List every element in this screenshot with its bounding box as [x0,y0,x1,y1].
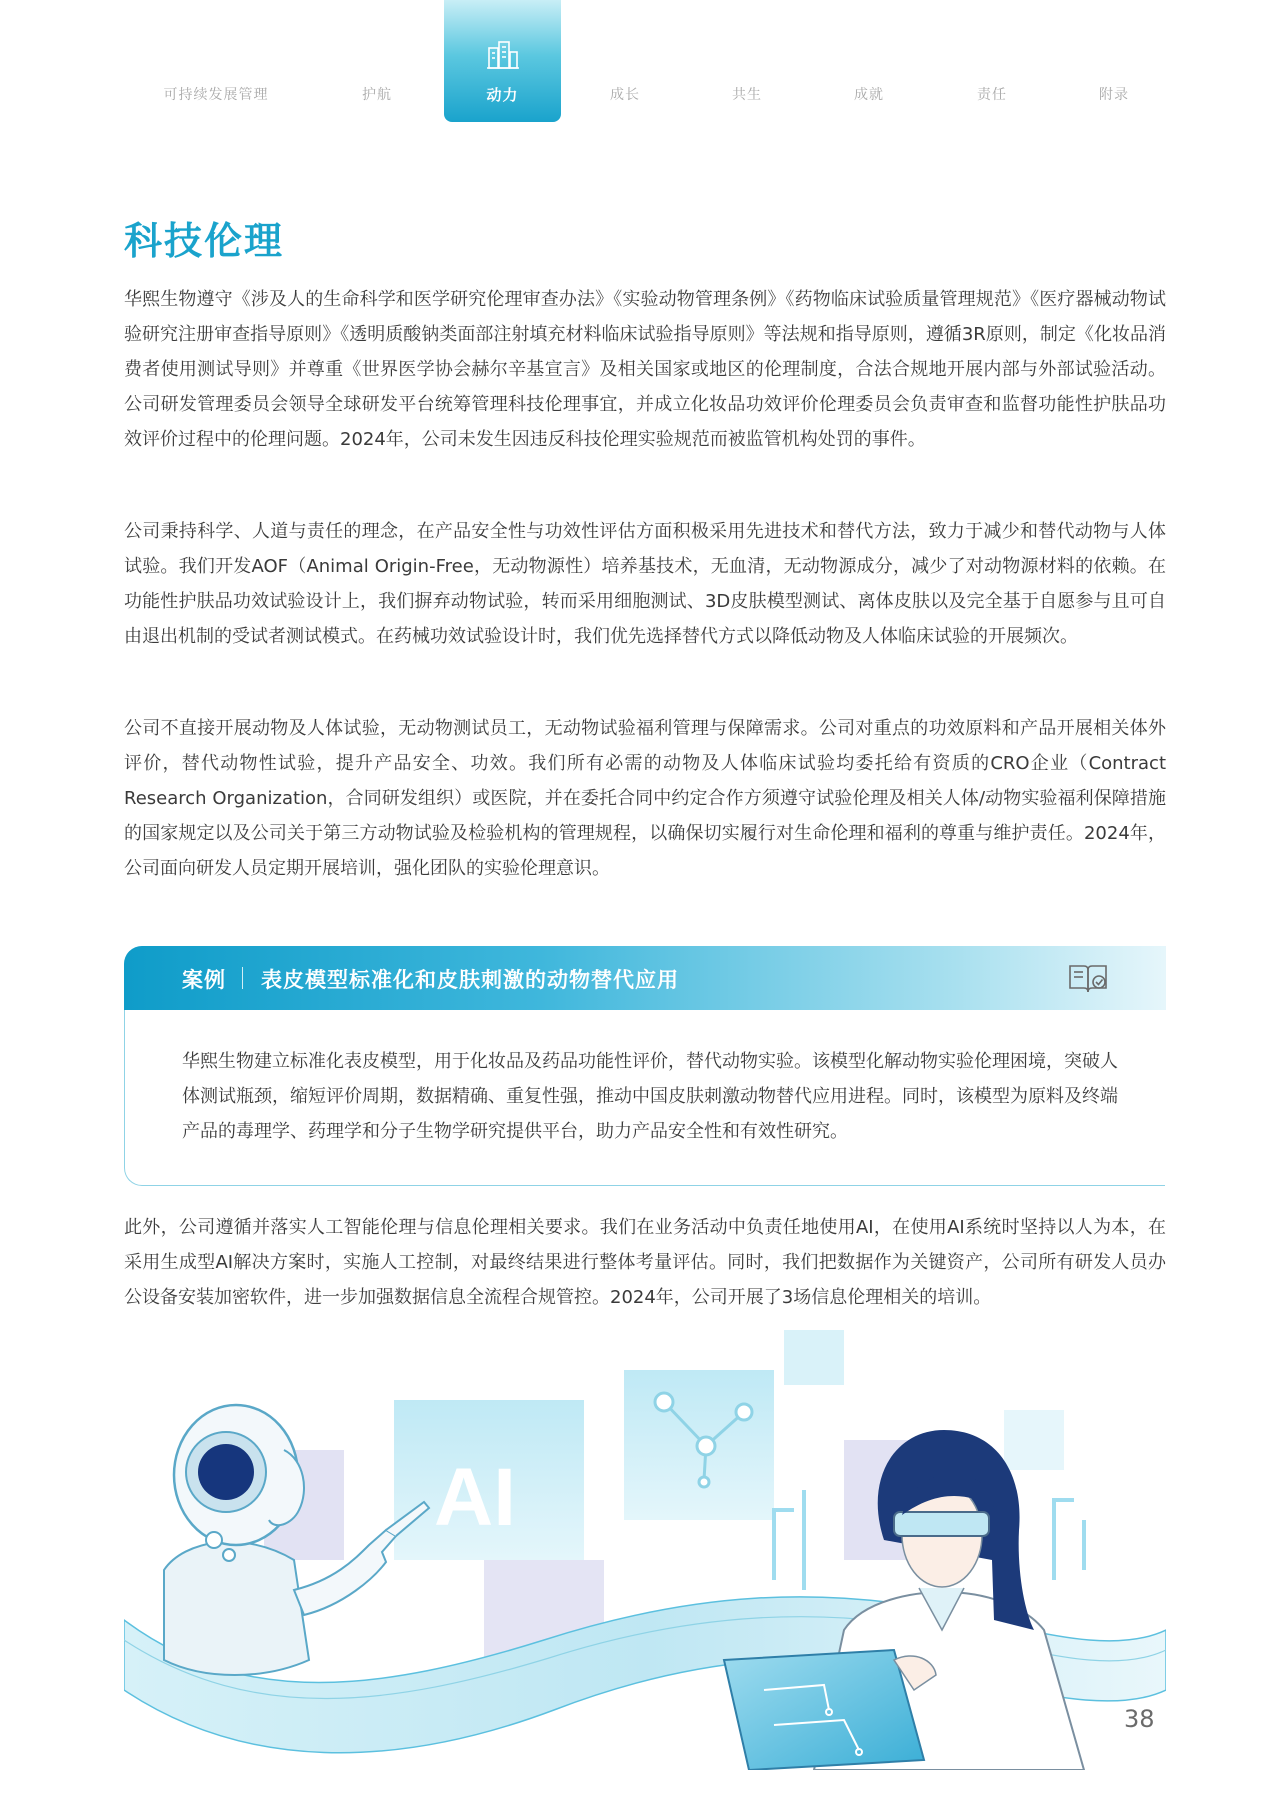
scientist-tablet [724,1650,924,1770]
nav-item-protection[interactable]: 护航 [362,87,392,103]
nav-item-momentum-label: 动力 [486,86,519,104]
nav-item-sustainability[interactable]: 可持续发展管理 [163,87,269,103]
robot-joint [223,1549,235,1561]
bg-panel [1004,1410,1064,1470]
case-label: 案例 [182,968,226,992]
paragraph-1: 华熙生物遵守《涉及人的生命科学和医学研究伦理审查办法》《实验动物管理条例》《药物临床试验质量管理规范》《医疗器械动物试验研究注册审查指导原则》《透明质酸钠类面部注射填充材料临床试验指导原则》等法规和指导原则，遵循3R原则，制定《化妆品消费者使用测试导则》并尊重《世界医学协会赫尔辛基宣言》及相关国家或地区的伦理制度，合法合规地开展内部与外部试验活动。公司研发管理委员会领导全球研发平台统筹管理科技伦理事宜，并成立化妆品功效评价伦理委员会负责审查和监督功能性护肤品功效评价过程中的伦理问题。2024年，公司未发生因违反科技伦理实验规范而被监管机构处罚的事件。 [124,289,1166,450]
ai-illustration [124,1330,1166,1770]
case-divider [242,967,243,989]
nav-item-responsibility[interactable]: 责任 [977,87,1007,103]
scientist-goggles [894,1512,989,1536]
robot-joint [206,1532,222,1548]
paragraph-3: 公司不直接开展动物及人体试验，无动物测试员工，无动物试验福利管理与保障需求。公司对重点的功效原料和产品开展相关体外评价，替代动物性试验，提升产品安全、功效。我们所有必需的动物及人体临床试验均委托给有资质的CRO企业（Contract Research Organization，合同研发组织）或医院，并在委托合同中约定合作方须遵守试验伦理及相关人体/动物实验福利保障措施的国家规定以及公司关于第三方动物试验及检验机构的管理规程，以确保切实履行对生命伦理和福利的尊重与维护责任。2024年，公司面向研发人员定期开展培训，强化团队的实验伦理意识。 [124,718,1166,879]
robot-eye-core [198,1444,254,1500]
case-box [124,946,1166,1186]
paragraph-4: 此外，公司遵循并落实人工智能伦理与信息伦理相关要求。我们在业务活动中负责任地使用AI，在使用AI系统时坚持以人为本，在采用生成型AI解决方案时，实施人工控制，对最终结果进行整体考量评估。同时，我们把数据作为关键资产，公司所有研发人员办公设备安装加密软件，进一步加强数据信息全流程合规管控。2024年，公司开展了3场信息伦理相关的培训。 [124,1217,1166,1308]
nav-item-appendix[interactable]: 附录 [1099,87,1129,103]
nav-item-momentum-active[interactable] [444,0,561,122]
nav-item-achievement[interactable]: 成就 [854,87,884,103]
robot-body [164,1542,309,1675]
page-title: 科技伦理 [124,219,285,263]
ai-screen-text: AI [434,1452,516,1543]
top-navigation [0,0,1280,130]
case-header [124,946,1166,1010]
case-title: 表皮模型标准化和皮肤刺激的动物替代应用 [261,968,679,992]
page-number: 38 [1124,1705,1155,1733]
bg-panel [784,1330,844,1385]
nav-item-growth[interactable]: 成长 [610,87,640,103]
nav-item-symbiosis[interactable]: 共生 [732,87,762,103]
book-check-icon [1066,960,1110,996]
paragraph-2: 公司秉持科学、人道与责任的理念，在产品安全性与功效性评估方面积极采用先进技术和替代方法，致力于减少和替代动物与人体试验。我们开发AOF（Animal Origin-Free，无动物源性）培养基技术，无血清，无动物源成分，减少了对动物源材料的依赖。在功能性护肤品功效试验设计上，我们摒弃动物试验，转而采用细胞测试、3D皮肤模型测试、离体皮肤以及完全基于自愿参与且可自由退出机制的受试者测试模式。在药械功效试验设计时，我们优先选择替代方式以降低动物及人体临床试验的开展频次。 [124,521,1166,647]
case-body: 华熙生物建立标准化表皮模型，用于化妆品及药品功能性评价，替代动物实验。该模型化解动物实验伦理困境，突破人体测试瓶颈，缩短评价周期，数据精确、重复性强，推动中国皮肤刺激动物替代应用进程。同时，该模型为原料及终端产品的毒理学、药理学和分子生物学研究提供平台，助力产品安全性和有效性研究。 [182,1051,1118,1142]
building-icon [486,38,520,70]
